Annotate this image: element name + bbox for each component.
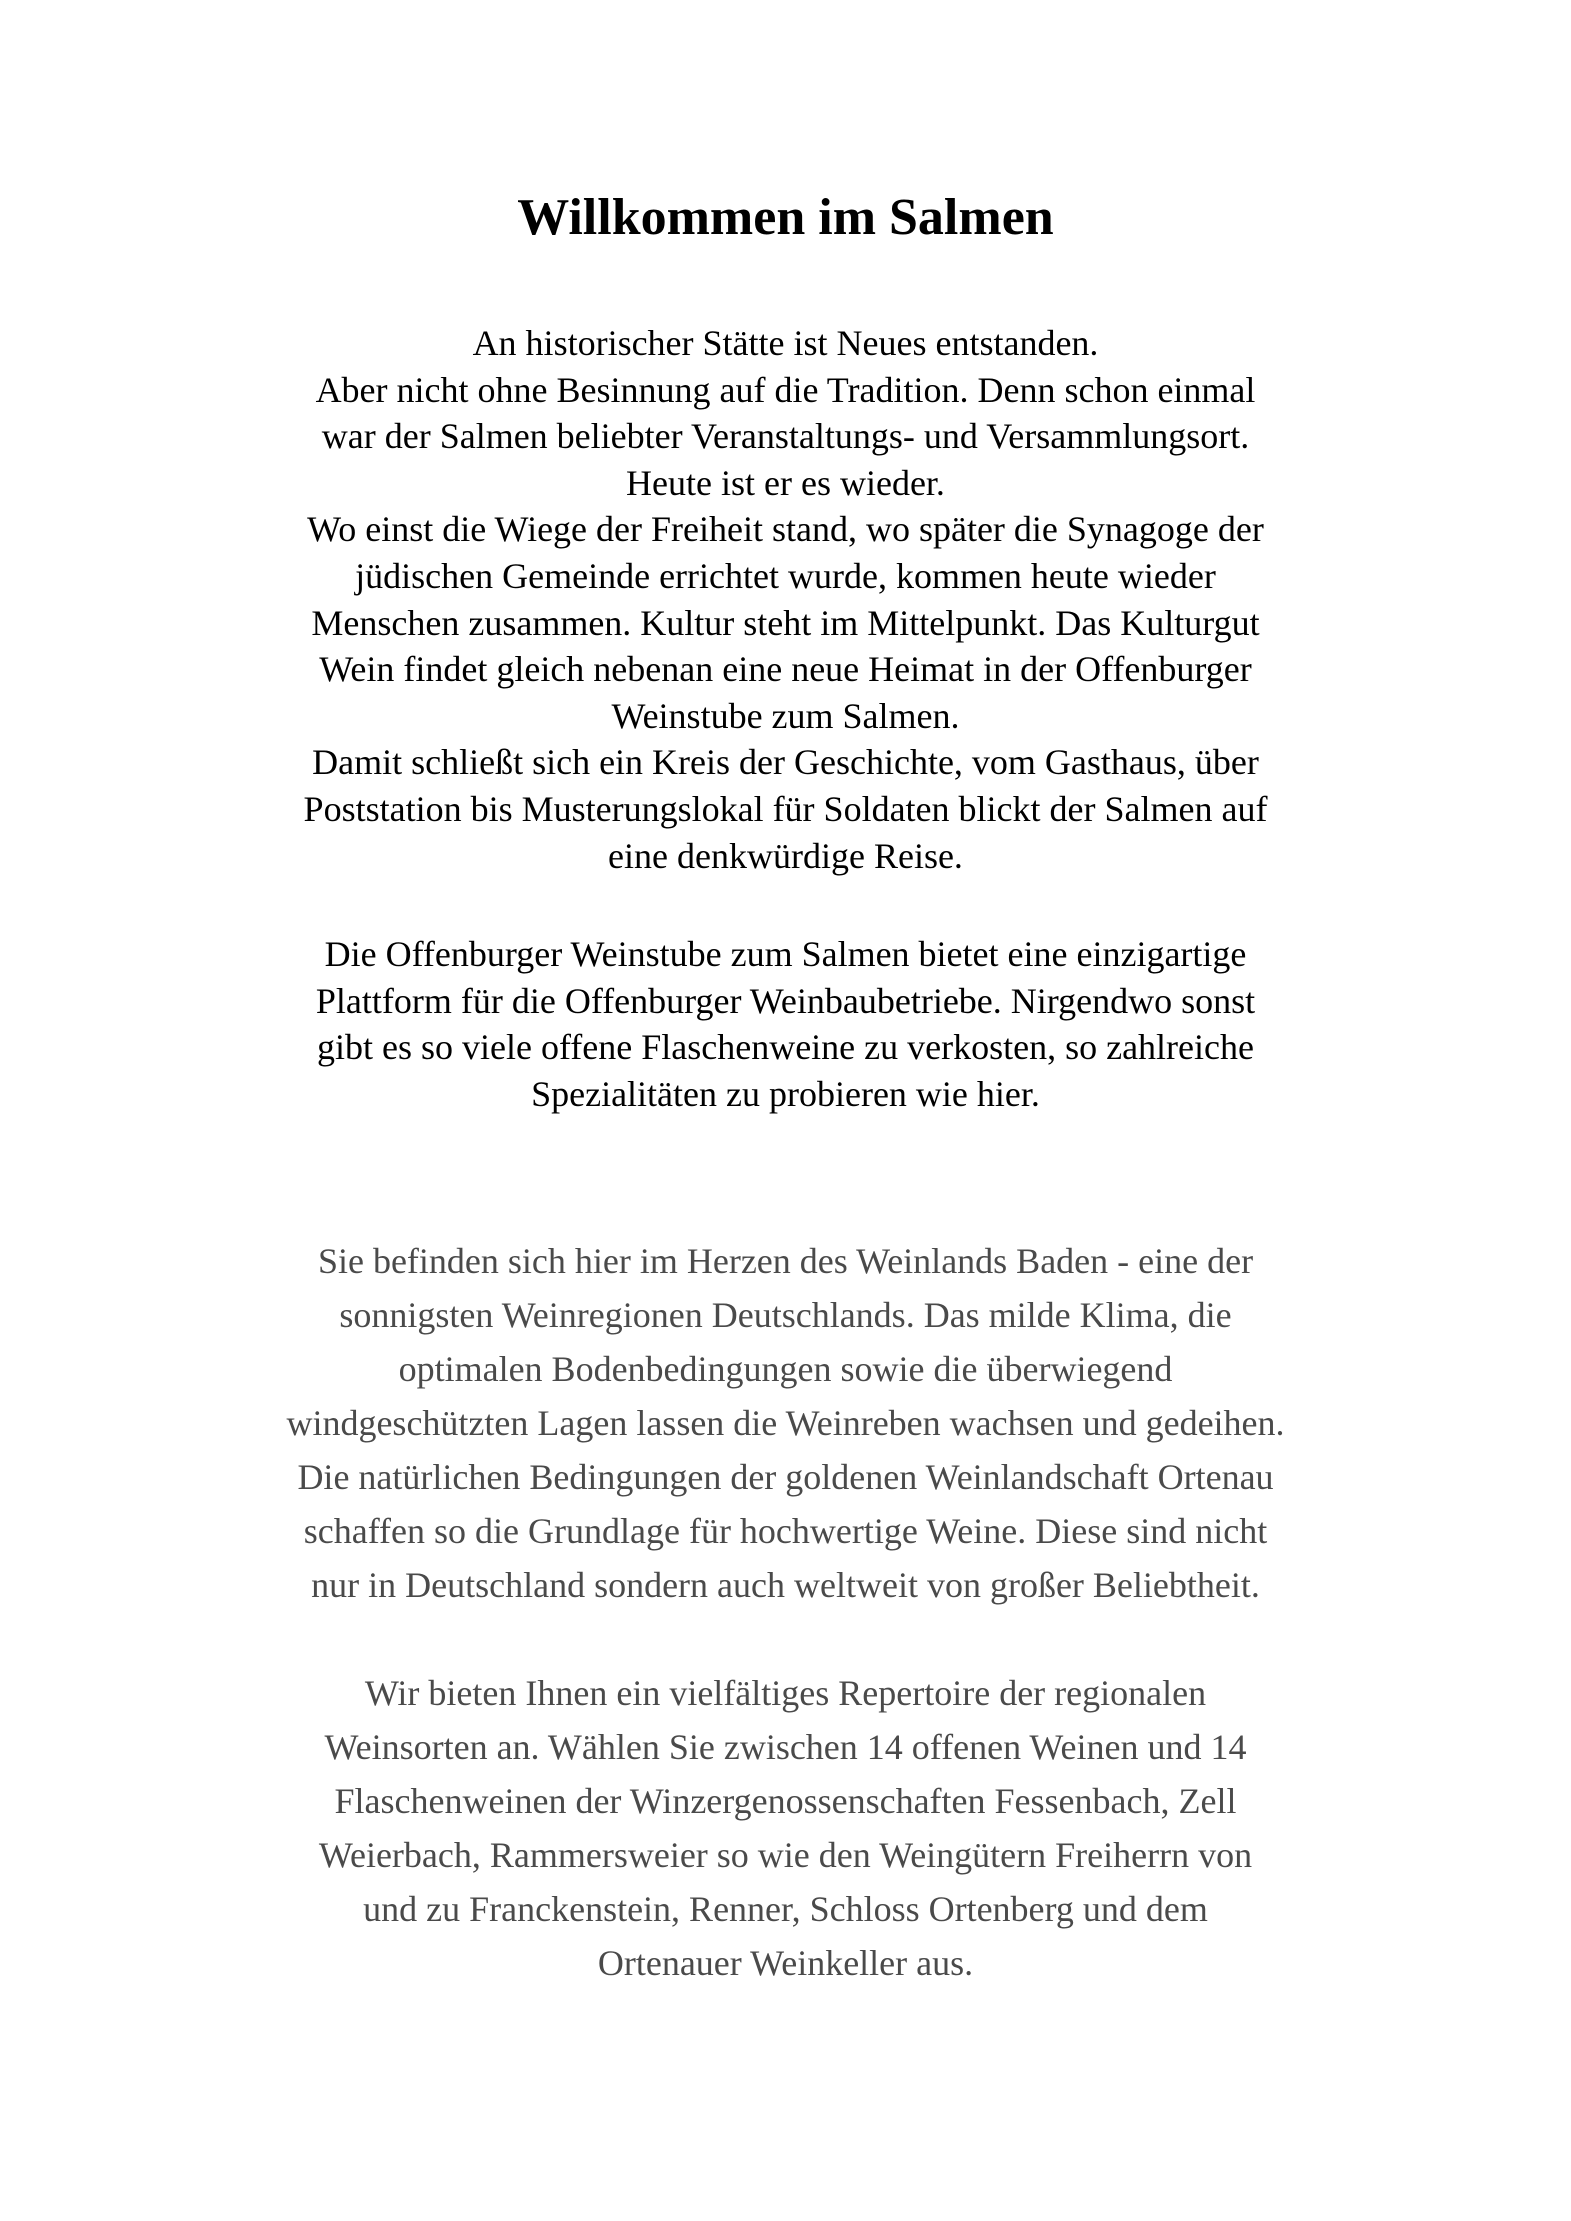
text-line: windgeschützten Lagen lassen die Weinreben wachsen und gedeihen. <box>286 1403 1285 1443</box>
text-line: Die Offenburger Weinstube zum Salmen bietet eine einzigartige <box>324 934 1247 974</box>
text-line: Menschen zusammen. Kultur steht im Mittelpunkt. Das Kulturgut <box>311 602 1260 643</box>
text-line: Plattform für die Offenburger Weinbaubetriebe. Nirgendwo sonst <box>315 980 1256 1021</box>
text-line: Weinsorten an. Wählen Sie zwischen 14 offenen Weinen und 14 <box>324 1727 1247 1767</box>
text-line: Wo einst die Wiege der Freiheit stand, wo später die Synagoge der <box>307 509 1264 550</box>
text-line: Damit schließt sich ein Kreis der Geschichte, vom Gasthaus, über <box>312 742 1259 783</box>
text-line: gibt es so viele offene Flaschenweine zu verkosten, so zahlreiche <box>316 1027 1254 1068</box>
text-line: Wein findet gleich nebenan eine neue Heimat in der Offenburger <box>319 649 1252 690</box>
text-line: Spezialitäten zu probieren wie hier. <box>531 1073 1040 1114</box>
text-line: eine denkwürdige Reise. <box>608 835 963 876</box>
platform-paragraph <box>160 931 1411 1117</box>
text-line: Poststation bis Musterungslokal für Soldaten blickt der Salmen auf <box>303 788 1268 829</box>
text-line: optimalen Bodenbedingungen sowie die überwiegend <box>398 1349 1173 1389</box>
text-line: Sie befinden sich hier im Herzen des Weinlands Baden - eine der <box>317 1241 1254 1281</box>
text-line: sonnigsten Weinregionen Deutschlands. Das milde Klima, die <box>339 1295 1232 1335</box>
text-line: Ortenauer Weinkeller aus. <box>597 1943 974 1983</box>
text-line: war der Salmen beliebter Veranstaltungs- und Versammlungsort. <box>321 416 1250 457</box>
text-line: Heute ist er es wieder. <box>626 462 945 503</box>
text-line: schaffen so die Grundlage für hochwertige Weine. Diese sind nicht <box>303 1511 1268 1551</box>
repertoire-paragraph <box>160 1666 1411 1990</box>
text-line: Aber nicht ohne Besinnung auf die Tradition. Denn schon einmal <box>315 369 1256 410</box>
text-line: An historischer Stätte ist Neues entstanden. <box>472 323 1099 363</box>
text-line: Weierbach, Rammersweier so wie den Weingütern Freiherrn von <box>318 1835 1253 1875</box>
text-line: Flaschenweinen der Winzergenossenschaften Fessenbach, Zell <box>334 1781 1237 1821</box>
intro-paragraph <box>160 320 1411 879</box>
text-line: Die natürlichen Bedingungen der goldenen Weinlandschaft Ortenau <box>297 1457 1274 1497</box>
page-title: Willkommen im Salmen <box>517 189 1054 246</box>
text-line: Weinstube zum Salmen. <box>611 695 960 736</box>
text-line: und zu Franckenstein, Renner, Schloss Ortenberg und dem <box>363 1889 1208 1929</box>
text-line: nur in Deutschland sondern auch weltweit von großer Beliebtheit. <box>311 1565 1260 1605</box>
text-line: jüdischen Gemeinde errichtet wurde, kommen heute wieder <box>355 555 1216 596</box>
text-line: Wir bieten Ihnen ein vielfältiges Repertoire der regionalen <box>364 1673 1207 1713</box>
region-paragraph <box>160 1234 1411 1612</box>
